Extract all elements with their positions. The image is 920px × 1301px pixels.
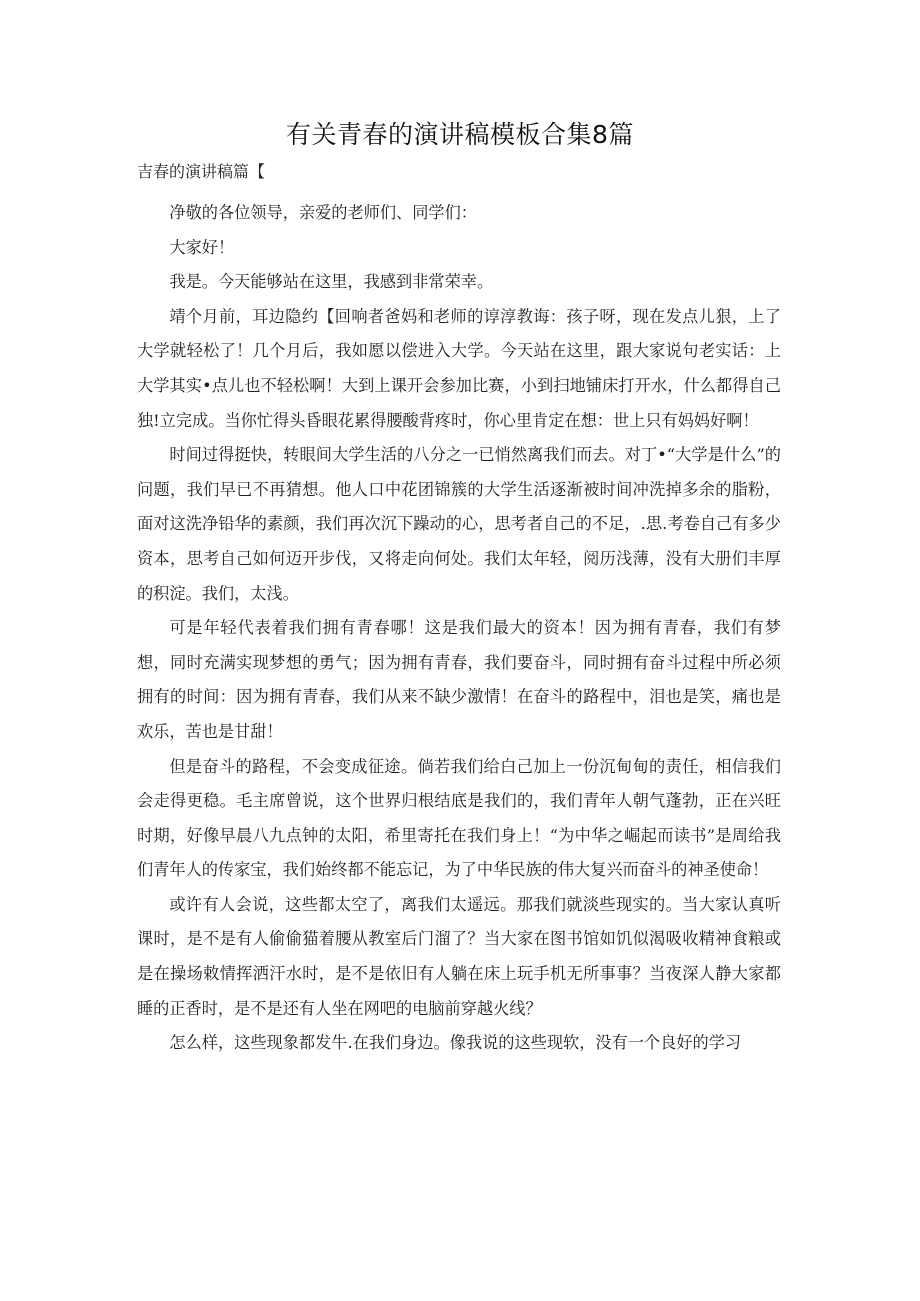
paragraph: 靖个月前，耳边隐约【回响者爸妈和老师的谆淳教诲：孩子呀，现在发点儿狠，上了大学就轻松了！几个月后，我如愿以偿进入大学。今天站在这里，跟大家说句老实话：上大学其实•点儿也不轻松啊！大到上课开会参加比赛，小到扫地铺床打开水，什么都得自己独!立完成。当你忙得头昏眼花累得腰酸背疼时，你心里肯定在想：世上只有妈妈好啊！ — [137, 306, 781, 430]
paragraph: 但是奋斗的路程，不会变成征途。倘若我们给白己加上一份沉甸甸的责任，相信我们会走得更稳。毛主席曾说，这个世界归根结底是我们的，我们青年人朝气蓬勃，正在兴旺时期，好像早晨八九点钟的太阳，希里寄托在我们身上！“为中华之崛起而读书”是周给我们青年人的传家宝，我们始终都不能忘记，为了中华民族的伟大复兴而奋斗的神圣使命！ — [137, 756, 781, 880]
paragraph: 怎么样，这些现象都发牛.在我们身边。像我说的这些现软，没有一个良好的学习 — [169, 1033, 742, 1053]
paragraph: 可是年轻代表着我们拥有青春哪！这是我们最大的资本！因为拥有青春，我们有梦想，同时充满实现梦想的勇气；因为拥有青春，我们要奋斗，同时拥有奋斗过程中所必须拥有的时间：因为拥有青春，我们从来不缺少激情！在奋斗的路程中，泪也是笑，痛也是欢乐，苦也是甘甜！ — [137, 618, 781, 741]
paragraph-greeting: 净敬的各位领导，亲爱的老师们、同学们： — [169, 203, 477, 222]
document-title: 有关青春的演讲稿模板合集8篇 — [286, 120, 634, 149]
paragraph-hello: 大家好！ — [169, 237, 235, 257]
section-heading: 吉春的演讲稿篇【 — [137, 162, 266, 181]
paragraph: 时间过得挺快，转眼间大学生活的八分之一已悄然离我们而去。对丁•“大学是什么”的问题，我们早已不再猜想。他人口中花团锦簇的大学生活逐渐被时间冲洗掉多余的脂粉，面对这洗净铅华的素颜，我们再次沉下躁动的心，思考者自己的不足，.思.考卷自己有多少资本，思考自己如何迈开步伐，又将走向何处。我们太年轻，阅历浅薄，没有大册们丰厚的积淀。我们，太浅。 — [137, 445, 781, 603]
paragraph: 或许有人会说，这些都太空了，离我们太遥远。那我们就淡些现实的。当大家认真听课时，是不是有人偷偷猫着腰从教室后门溜了？当大家在图书馆如饥似渴吸收精神食粮或是在操场敕情挥洒汗水时，是不是依旧有人躺在床上玩手机无所事事？当夜深人静大家都睡的正香时，是不是还有人坐在网吧的电脑前穿越火线？ — [137, 894, 781, 1018]
paragraph-intro: 我是。今天能够站在这里，我感到非常荣幸。 — [169, 272, 494, 292]
document-body — [137, 196, 781, 1061]
